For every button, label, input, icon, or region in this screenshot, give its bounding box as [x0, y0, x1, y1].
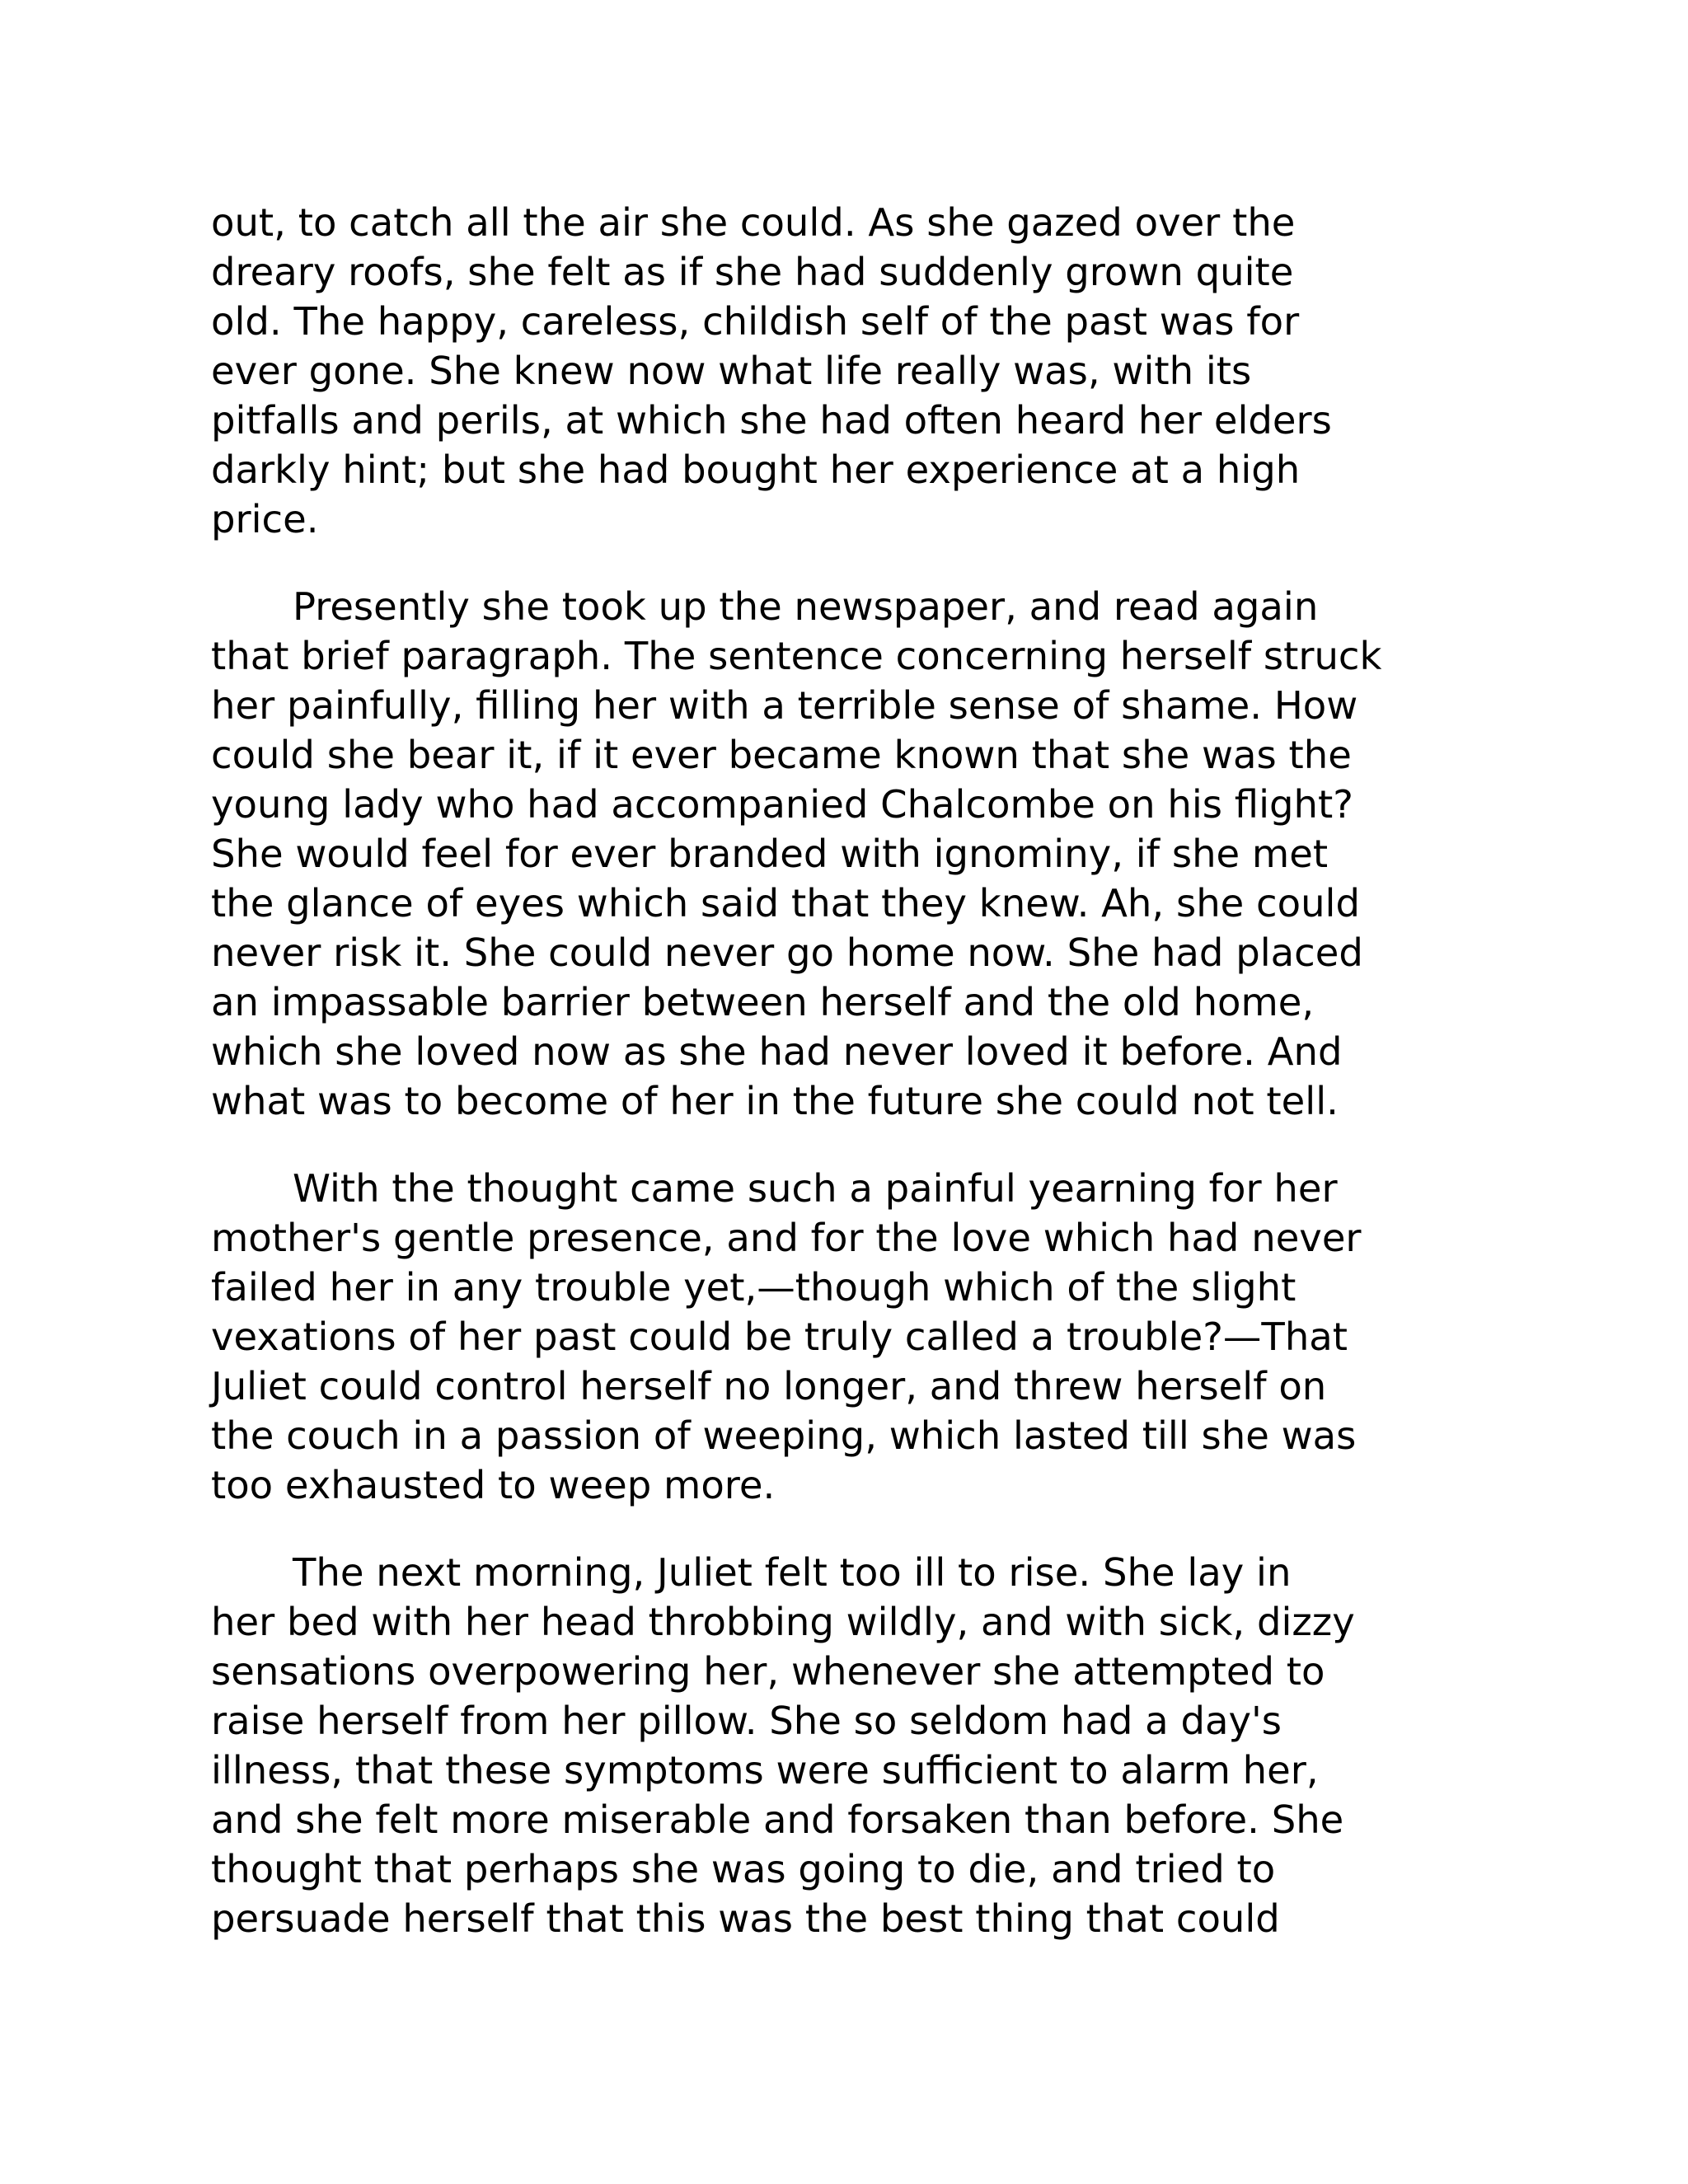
text-line: and she felt more miserable and forsaken than before. She: [211, 1797, 1344, 1842]
text-line: what was to become of her in the future she could not tell.: [211, 1079, 1339, 1123]
text-line: young lady who had accompanied Chalcombe on his flight?: [211, 782, 1353, 827]
text-line: persuade herself that this was the best thing that could: [211, 1896, 1280, 1941]
text-line: which she loved now as she had never loved it before. And: [211, 1029, 1343, 1074]
text-line: never risk it. She could never go home now. She had placed: [211, 930, 1363, 975]
text-line: She would feel for ever branded with ignominy, if she met: [211, 832, 1329, 876]
text-line: mother's gentle presence, and for the love which had never: [211, 1216, 1362, 1260]
text-line: pitfalls and perils, at which she had often heard her elders: [211, 398, 1332, 443]
text-line: With the thought came such a painful yearning for her: [293, 1166, 1338, 1211]
paragraph-1: [211, 198, 1497, 544]
text-line: illness, that these symptoms were sufficient to alarm her,: [211, 1748, 1319, 1793]
text-line: too exhausted to weep more.: [211, 1463, 776, 1507]
text-line: old. The happy, careless, childish self of the past was for: [211, 299, 1300, 344]
text-line: raise herself from her pillow. She so seldom had a day's: [211, 1699, 1282, 1743]
paragraph-3: [211, 1164, 1497, 1510]
text-line: an impassable barrier between herself and the old home,: [211, 980, 1315, 1024]
text-line: failed her in any trouble yet,—though which of the slight: [211, 1265, 1296, 1310]
text-line: Presently she took up the newspaper, and read again: [293, 584, 1319, 629]
text-line: the glance of eyes which said that they knew. Ah, she could: [211, 881, 1360, 926]
text-line: her painfully, filling her with a terrible sense of shame. How: [211, 683, 1358, 728]
text-line: sensations overpowering her, whenever she attempted to: [211, 1649, 1325, 1694]
text-line: dreary roofs, she felt as if she had suddenly grown quite: [211, 250, 1294, 294]
text-line: that brief paragraph. The sentence concerning herself struck: [211, 634, 1382, 678]
text-line: the couch in a passion of weeping, which lasted till she was: [211, 1413, 1357, 1458]
text-line: out, to catch all the air she could. As she gazed over the: [211, 200, 1296, 245]
text-line: price.: [211, 497, 319, 541]
text-line: darkly hint; but she had bought her experience at a high: [211, 448, 1301, 492]
text-line: could she bear it, if it ever became known that she was the: [211, 733, 1352, 777]
text-line: vexations of her past could be truly called a trouble?—That: [211, 1315, 1348, 1359]
text-line: thought that perhaps she was going to die, and tried to: [211, 1847, 1276, 1891]
text-line: The next morning, Juliet felt too ill to rise. She lay in: [293, 1550, 1292, 1595]
paragraph-4: [211, 1548, 1497, 1943]
body-text: [211, 198, 1497, 1981]
text-line: ever gone. She knew now what life really was, with its: [211, 349, 1252, 393]
text-line: Juliet could control herself no longer, and threw herself on: [211, 1364, 1327, 1408]
paragraph-2: [211, 582, 1497, 1126]
text-line: her bed with her head throbbing wildly, and with sick, dizzy: [211, 1600, 1355, 1644]
